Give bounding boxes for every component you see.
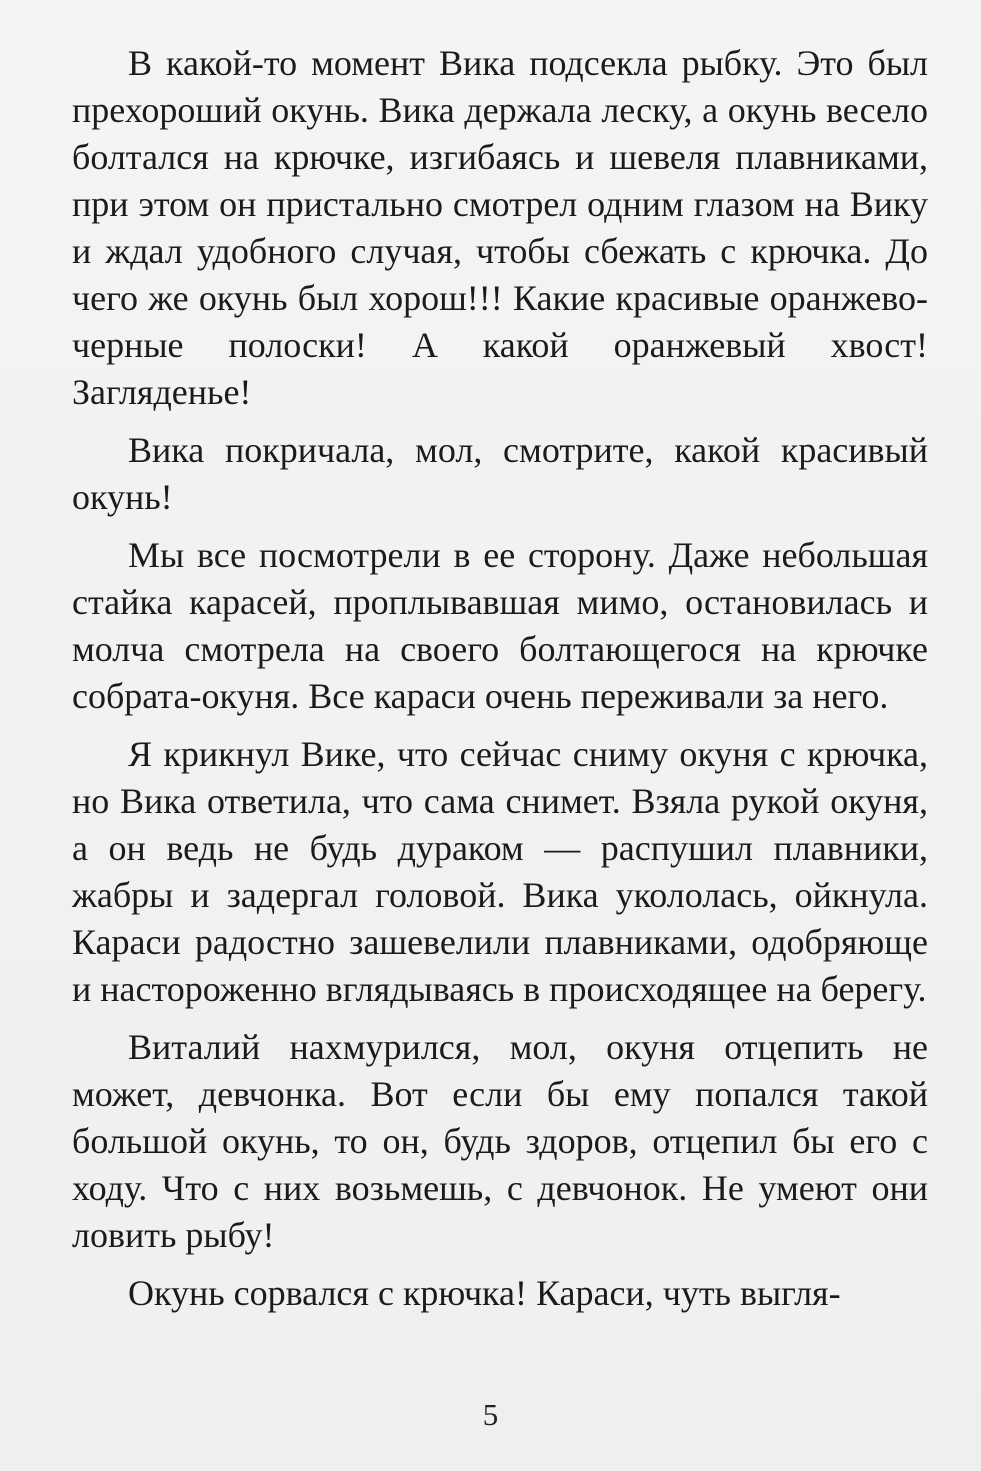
paragraph-1: В какой-то момент Вика подсекла рыбку. Это был прехороший окунь. Вика держала леску, а окунь весело болтался на крючке, изгибаясь и шевеля плавниками, при этом он пристально смотрел одним глазом на Вику и ждал удобного случая, чтобы сбежать с крючка. До чего же окунь был хорош!!! Какие красивые оранжево-черные полоски! А какой оранжевый хвост! Загляденье! xyxy=(72,43,928,412)
paragraph-2: Вика покричала, мол, смотрите, какой красивый окунь! xyxy=(72,430,928,517)
page-number: 5 xyxy=(482,1397,499,1432)
paragraph-4: Я крикнул Вике, что сейчас сниму окуня с крючка, но Вика ответила, что сама снимет. Взяла рукой окуня, а он ведь не будь дураком — распушил плавники, жабры и задергал головой. Вика укололась, ойкнула. Караси радостно зашевелили плавниками, одобряюще и настороженно вглядываясь в происходящее на берегу. xyxy=(72,734,928,1009)
body-text xyxy=(72,40,928,1328)
paragraph-3: Мы все посмотрели в ее сторону. Даже небольшая стайка карасей, проплывавшая мимо, остановилась и молча смотрела на своего болтающегося на крючке собрата-окуня. Все караси очень переживали за него. xyxy=(72,535,928,716)
paragraph-5: Виталий нахмурился, мол, окуня отцепить не может, девчонка. Вот если бы ему попался такой большой окунь, то он, будь здоров, отцепил бы его с ходу. Что с них возьмешь, с девчонок. Не умеют они ловить рыбу! xyxy=(72,1027,928,1255)
paragraph-6: Окунь сорвался с крючка! Караси, чуть выгля- xyxy=(128,1273,841,1313)
